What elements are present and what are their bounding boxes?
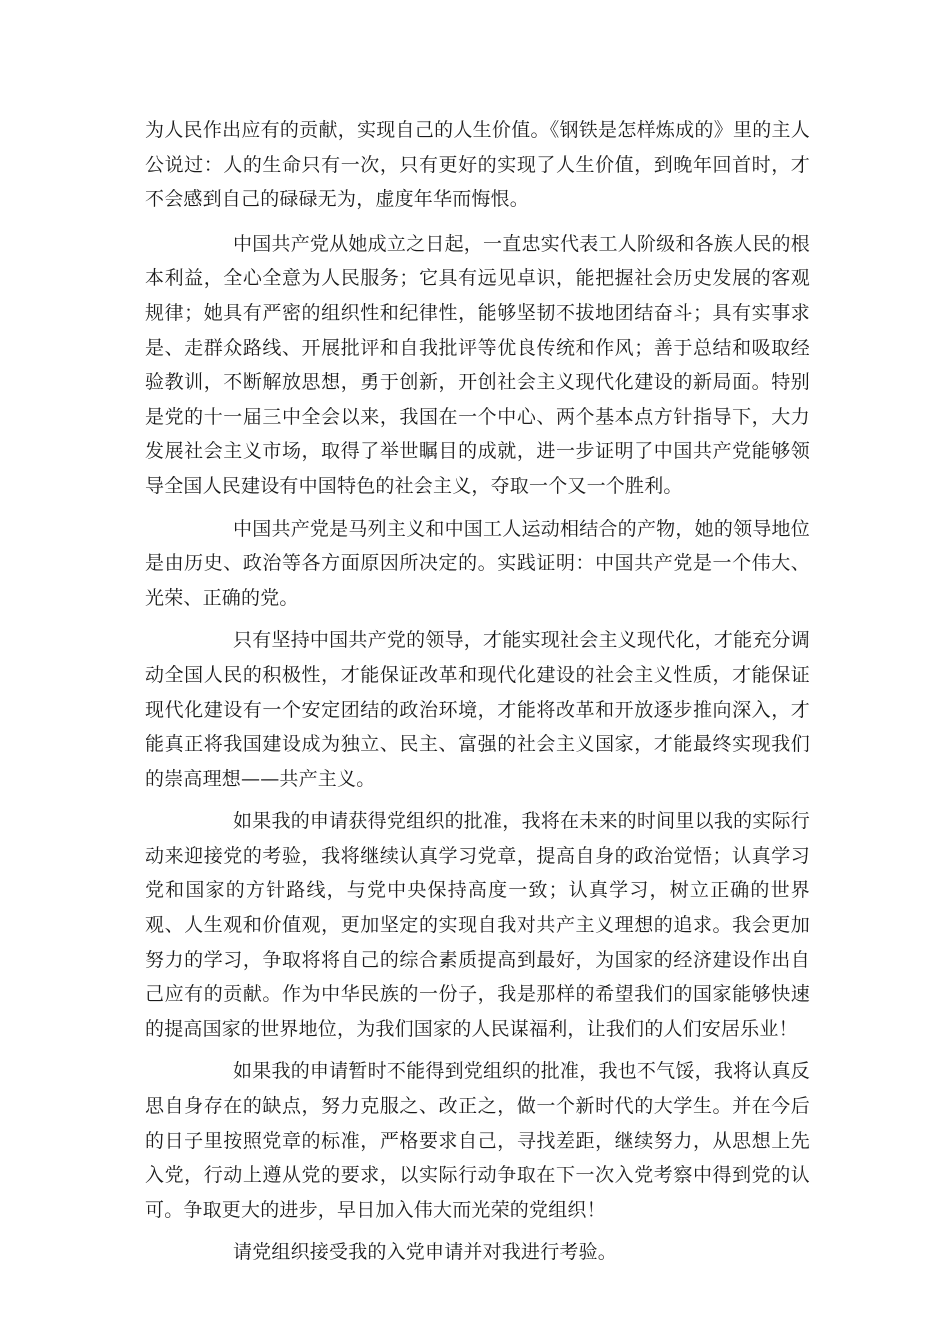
paragraph: 如果我的申请暂时不能得到党组织的批准，我也不气馁，我将认真反思自身存在的缺点，努力克服之、改正之，做一个新时代的大学生。并在今后的日子里按照党章的标准，严格要求自己，寻找差距，继续努力，从思想上先入党，行动上遵从党的要求，以实际行动争取在下一次入党考察中得到党的认可。争取更大的进步，早日加入伟大而光荣的党组织！ xyxy=(145,1060,810,1221)
paragraph: 中国共产党是马列主义和中国工人运动相结合的产物，她的领导地位是由历史、政治等各方面原因所决定的。实践证明：中国共产党是一个伟大、光荣、正确的党。 xyxy=(145,517,810,609)
paragraph: 中国共产党从她成立之日起，一直忠实代表工人阶级和各族人民的根本利益，全心全意为人民服务；它具有远见卓识，能把握社会历史发展的客观规律；她具有严密的组织性和纪律性，能够坚韧不拔地团结奋斗；具有实事求是、走群众路线、开展批评和自我批评等优良传统和作风；善于总结和吸取经验教训，不断解放思想，勇于创新，开创社会主义现代化建设的新局面。特别是党的十一届三中全会以来，我国在一个中心、两个基本点方针指导下，大力发展社会主义市场，取得了举世瞩目的成就，进一步证明了中国共产党能够领导全国人民建设有中国特色的社会主义，夺取一个又一个胜利。 xyxy=(145,232,810,497)
paragraph: 只有坚持中国共产党的领导，才能实现社会主义现代化，才能充分调动全国人民的积极性，才能保证改革和现代化建设的社会主义性质，才能保证现代化建设有一个安定团结的政治环境，才能将改革和开放逐步推向深入，才能真正将我国建设成为独立、民主、富强的社会主义国家，才能最终实现我们的崇高理想——共产主义。 xyxy=(145,629,810,790)
paragraph: 为人民作出应有的贡献，实现自己的人生价值。《钢铁是怎样炼成的》里的主人公说过：人的生命只有一次，只有更好的实现了人生价值，到晚年回首时，才不会感到自己的碌碌无为，虚度年华而悔恨。 xyxy=(145,119,810,211)
paragraph: 如果我的申请获得党组织的批准，我将在未来的时间里以我的实际行动来迎接党的考验，我将继续认真学习党章，提高自身的政治觉悟；认真学习党和国家的方针路线，与党中央保持高度一致；认真学习，树立正确的世界观、人生观和价值观，更加坚定的实现自我对共产主义理想的追求。我会更加努力的学习，争取将将自己的综合素质提高到最好，为国家的经济建设作出自己应有的贡献。作为中华民族的一份子，我是那样的希望我们的国家能够快速的提高国家的世界地位，为我们国家的人民谋福利，让我们的人们安居乐业！ xyxy=(145,810,810,1040)
document-body xyxy=(145,113,810,1278)
closing-paragraph: 请党组织接受我的入党申请并对我进行考验。 xyxy=(233,1241,618,1264)
